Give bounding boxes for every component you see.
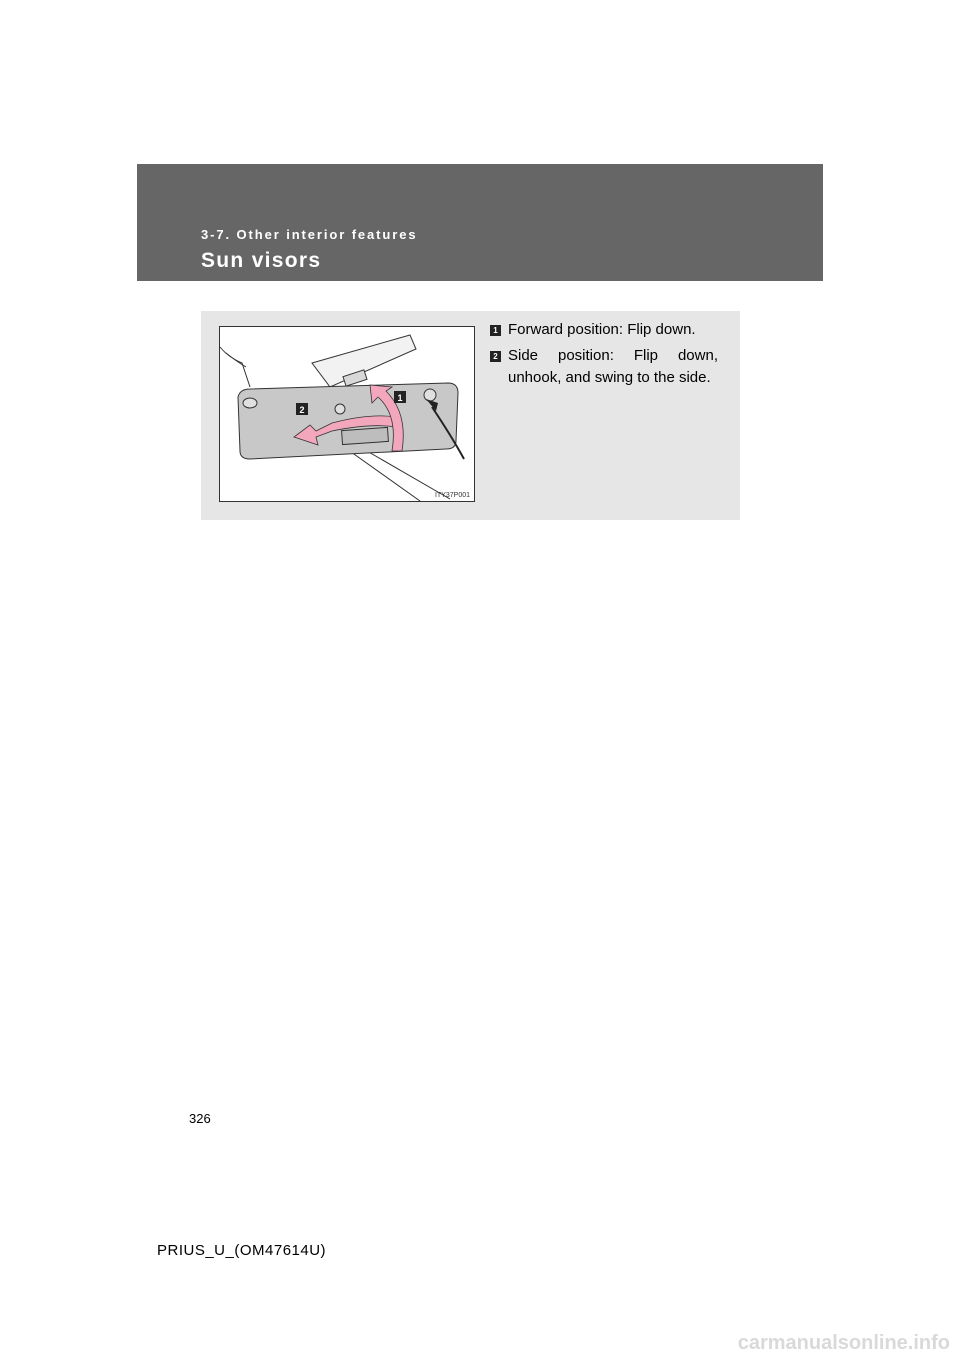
step-item [490, 345, 718, 389]
step-list [490, 319, 718, 393]
info-panel [201, 311, 740, 520]
section-label: 3-7. Other interior features [201, 227, 418, 242]
document-id: PRIUS_U_(OM47614U) [157, 1242, 327, 1259]
step-badge-1: 1 [490, 325, 501, 336]
step-text: Forward position: Flip down. [508, 321, 696, 338]
sun-visor-drawing [220, 327, 474, 501]
step-text: Side position: Flip down, unhook, and swing to the side. [508, 347, 718, 386]
figure-code: ITY37P001 [434, 492, 470, 499]
step-badge-2: 2 [490, 351, 501, 362]
section-header-band [137, 164, 823, 281]
watermark: carmanualsonline.info [737, 1332, 950, 1354]
callout-2-label: 2 [299, 405, 305, 415]
sun-visor-illustration [219, 326, 475, 502]
step-item [490, 319, 718, 341]
page-title: Sun visors [201, 249, 322, 272]
page-number: 326 [189, 1111, 211, 1126]
callout-1-label: 1 [397, 393, 403, 403]
